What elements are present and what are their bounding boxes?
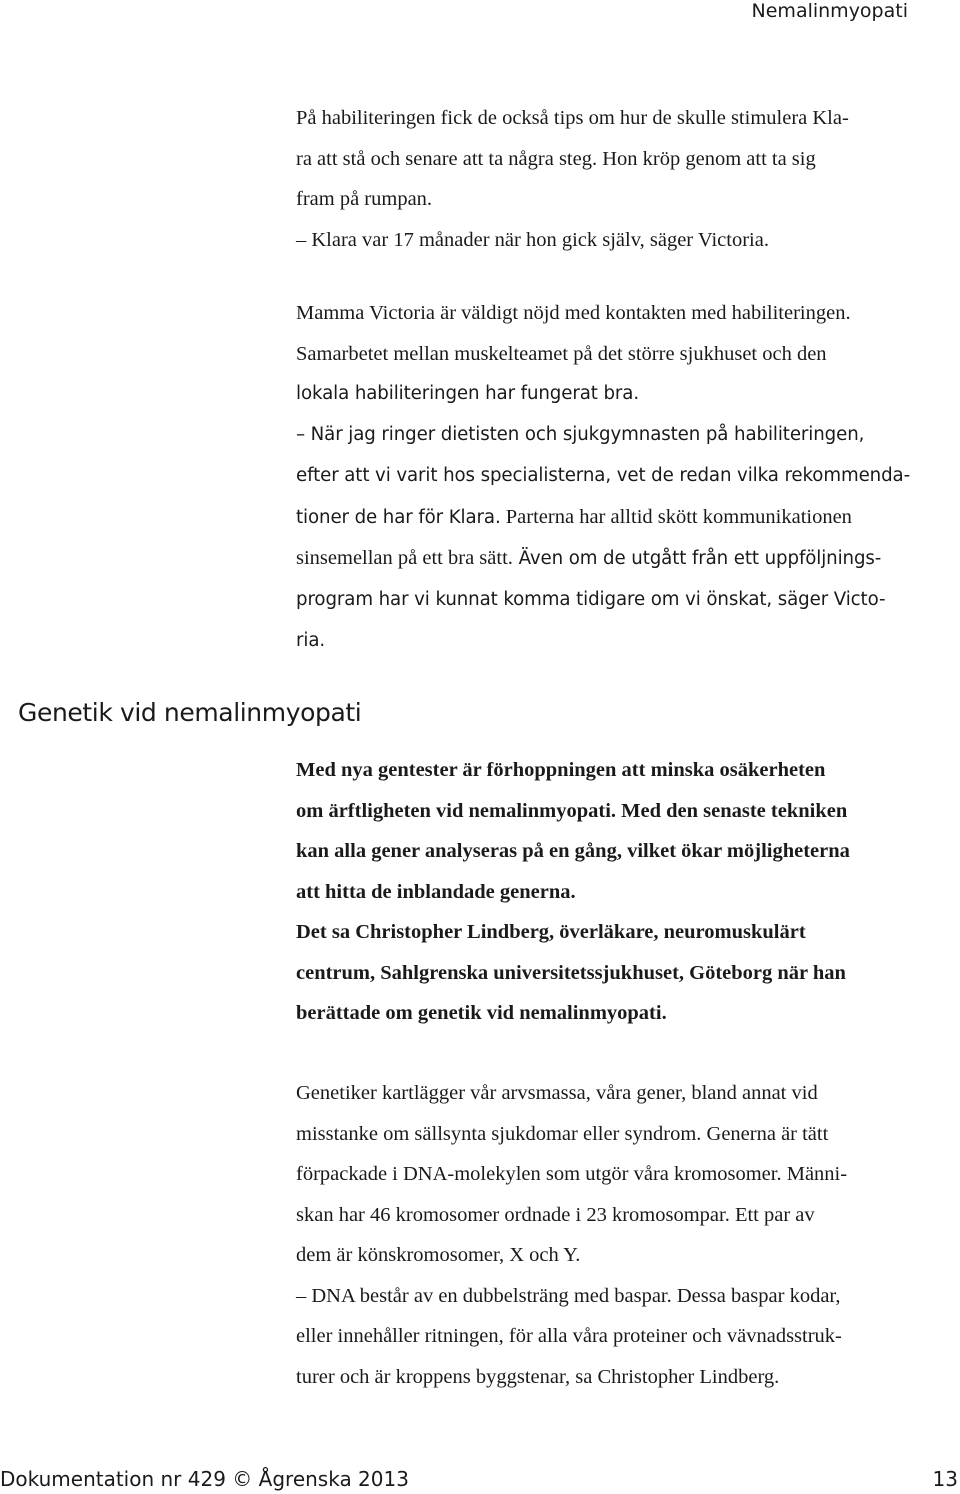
text-line: Det sa Christopher Lindberg, överläkare, neuromuskulärt — [296, 921, 806, 943]
text-line — [296, 497, 936, 539]
text-line: turer och är kroppens byggstenar, sa Christopher Lindberg. — [296, 1365, 780, 1388]
text-line: misstanke om sällsynta sjukdomar eller syndrom. Generna är tätt — [296, 1122, 829, 1145]
text-line: dem är könskromosomer, X och Y. — [296, 1244, 581, 1266]
text-line: om ärftligheten vid nemalinmyopati. Med den senaste tekniken — [296, 799, 848, 822]
text-line: Samarbetet mellan muskelteamet på det större sjukhuset och den — [296, 342, 827, 365]
text-segment: Parterna har alltid skött kommunikationen — [500, 505, 852, 528]
section-heading: Genetik vid nemalinmyopati — [18, 698, 362, 727]
text-line: ra att stå och senare att ta några steg. Hon kröp genom att ta sig — [296, 147, 816, 170]
text-line: – DNA består av en dubbelsträng med baspar. Dessa baspar kodar, — [296, 1284, 841, 1307]
text-segment: tioner de har för Klara. — [296, 506, 501, 528]
text-line: – Klara var 17 månader när hon gick själv, säger Victoria. — [296, 228, 769, 251]
text-line: efter att vi varit hos specialisterna, vet de redan vilka rekommenda- — [296, 464, 911, 486]
text-line: skan har 46 kromosomer ordnade i 23 kromosompar. Ett par av — [296, 1203, 815, 1226]
contact-paragraph — [296, 293, 936, 661]
text-line: fram på rumpan. — [296, 188, 433, 210]
lead-paragraph — [296, 750, 936, 1034]
text-line: eller innehåller ritningen, för alla våra proteiner och vävnadsstruk- — [296, 1325, 842, 1347]
text-line: lokala habiliteringen har fungerat bra. — [296, 383, 640, 405]
text-line: program har vi kunnat komma tidigare om vi önskat, säger Victo- — [296, 588, 886, 610]
text-line: Mamma Victoria är väldigt nöjd med kontakten med habiliteringen. — [296, 302, 851, 324]
text-line: På habiliteringen fick de också tips om hur de skulle stimulera Kla- — [296, 107, 849, 129]
running-header: Nemalinmyopati — [751, 0, 908, 22]
text-line: ria. — [296, 629, 326, 651]
text-line: Genetiker kartlägger vår arvsmassa, våra gener, bland annat vid — [296, 1082, 818, 1104]
text-line: kan alla gener analyseras på en gång, vilket ökar möjligheterna — [296, 840, 850, 862]
text-line — [296, 538, 936, 580]
text-line: centrum, Sahlgrenska universitetssjukhuset, Göteborg när han — [296, 961, 846, 984]
page-number: 13 — [932, 1467, 958, 1491]
text-line: förpackade i DNA-molekylen som utgör våra kromosomer. Männi- — [296, 1163, 848, 1185]
text-line: – När jag ringer dietisten och sjukgymnasten på habiliteringen, — [296, 424, 865, 446]
intro-paragraph — [296, 98, 936, 260]
genetics-paragraph — [296, 1073, 936, 1397]
text-segment: sinsemellan på ett bra sätt. — [296, 547, 513, 570]
text-segment: Även om de utgått från ett uppföljnings- — [512, 548, 882, 570]
text-line: att hitta de inblandade generna. — [296, 880, 576, 903]
footer-publication: Dokumentation nr 429 © Ågrenska 2013 — [0, 1467, 409, 1491]
text-line: berättade om genetik vid nemalinmyopati. — [296, 1002, 667, 1024]
text-line: Med nya gentester är förhoppningen att minska osäkerheten — [296, 759, 826, 781]
